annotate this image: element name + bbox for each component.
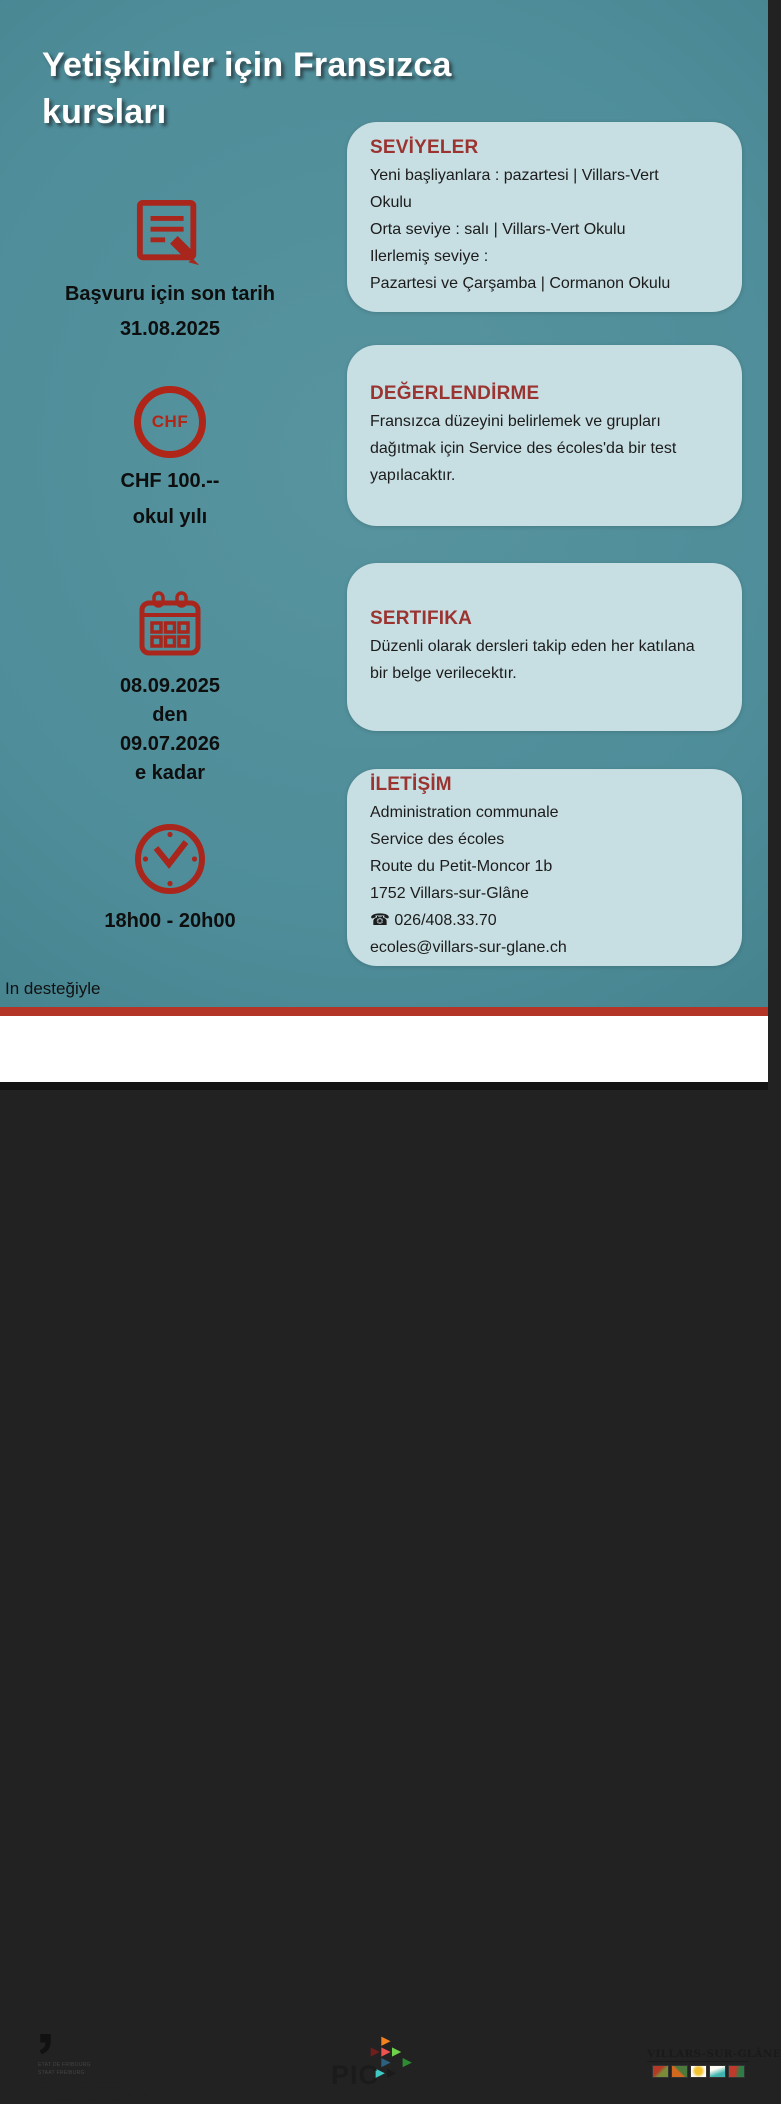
deadline-block xyxy=(40,198,300,341)
deadline-label: Başvuru için son tarih xyxy=(64,283,276,305)
levels-line: Yeni başliyanlara : pazartesi | Villars-Vert xyxy=(370,167,659,184)
dates-end: 09.07.2026 xyxy=(119,733,221,755)
chf-coin-label: CHF xyxy=(151,412,189,431)
contact-street-line: Route du Petit-Moncor 1b xyxy=(370,858,553,875)
villars-sur-glane-logo xyxy=(647,2048,781,2078)
levels-line: Ilerlemiş seviye : xyxy=(370,248,489,265)
contact-email-line: ecoles@villars-sur-glane.ch xyxy=(370,939,567,956)
contact-phone-line: ☎ 026/408.33.70 xyxy=(370,912,497,929)
fribourg-logo xyxy=(38,2034,258,2104)
villars-logo-name: VILLARS-SUR-GLÂNE xyxy=(647,2048,781,2060)
fribourg-name-de: STAAT FREIBURG xyxy=(38,2070,85,2076)
price-block xyxy=(40,386,300,529)
dates-from-word: den xyxy=(152,704,188,726)
fribourg-bureau-line: Fachstelle für die Integration der MigrantInnen xyxy=(38,2092,149,2098)
contact-service-line: Service des écoles xyxy=(370,831,505,848)
fribourg-bureau-line: et de la prévention du racisme IMR xyxy=(38,2086,121,2092)
fribourg-bureau-line: Bureau de l'intégration des migrant-e-s xyxy=(38,2080,131,2086)
pic-sub-line2: D'INTÉGRATION CANTONAUX xyxy=(331,2096,425,2103)
dates-block xyxy=(40,591,300,788)
page-title-line1: Yetişkinler için Fransızca xyxy=(42,46,452,84)
assessment-line: Fransızca düzeyini belirlemek ve grupları xyxy=(370,412,661,430)
clock-icon xyxy=(132,884,208,901)
villars-logo-panels xyxy=(647,2065,749,2078)
price-amount: CHF 100.-- xyxy=(120,470,220,492)
dates-until-word: e kadar xyxy=(134,762,206,784)
dates-start: 08.09.2025 xyxy=(119,675,221,697)
chf-coin-icon xyxy=(134,386,206,458)
contact-org-line: Administration communale xyxy=(370,804,559,821)
deadline-date: 31.08.2025 xyxy=(119,318,221,340)
villars-logo-panel xyxy=(690,2065,707,2078)
page-title-line2: kursları xyxy=(42,93,167,131)
pic-sub-line1: PROGRAMMES xyxy=(331,2088,380,2095)
levels-card-title: SEVİYELER xyxy=(370,137,479,158)
bottom-black-bar xyxy=(0,1082,768,1090)
fribourg-bureau-line: und für Rassismusprävention IMR xyxy=(38,2098,120,2104)
price-period: okul yılı xyxy=(132,506,208,528)
time-range: 18h00 - 20h00 xyxy=(104,910,236,932)
certificate-line: bir belge verilecektır. xyxy=(370,664,517,682)
document-pen-icon xyxy=(135,257,205,274)
pic-acronym: PIC xyxy=(331,2060,380,2090)
certificate-card-title: SERTIFIKA xyxy=(370,607,473,629)
contact-city-line: 1752 Villars-sur-Glâne xyxy=(370,885,529,902)
assessment-line: dağıtmak için Service des écoles'da bir test xyxy=(370,439,677,457)
levels-line: Pazartesi ve Çarşamba | Cormanon Okulu xyxy=(370,275,671,292)
calendar-icon xyxy=(138,646,202,663)
assessment-card xyxy=(347,345,742,526)
villars-logo-panel xyxy=(671,2065,688,2078)
assessment-card-title: DEĞERLENDİRME xyxy=(370,382,540,404)
levels-line: Okulu xyxy=(370,194,412,211)
contact-card xyxy=(347,769,742,966)
levels-line: Orta seviye : salı | Villars-Vert Okulu xyxy=(370,221,626,238)
villars-logo-panel xyxy=(652,2065,669,2078)
support-label: In desteğiyle xyxy=(5,979,101,998)
certificate-card xyxy=(347,563,742,731)
red-divider xyxy=(0,1007,768,1016)
certificate-line: Düzenli olarak dersleri takip eden her katılana xyxy=(370,637,695,655)
assessment-line: yapılacaktır. xyxy=(370,466,456,484)
footer-logo-strip xyxy=(0,1016,781,2104)
villars-logo-panel xyxy=(728,2065,745,2078)
levels-card xyxy=(347,122,742,312)
fribourg-quote-icon xyxy=(38,2042,53,2059)
time-block xyxy=(40,821,300,933)
fribourg-name-fr: ETAT DE FRIBOURG xyxy=(38,2062,91,2068)
contact-card-title: İLETİŞİM xyxy=(370,774,452,795)
villars-logo-panel xyxy=(709,2065,726,2078)
